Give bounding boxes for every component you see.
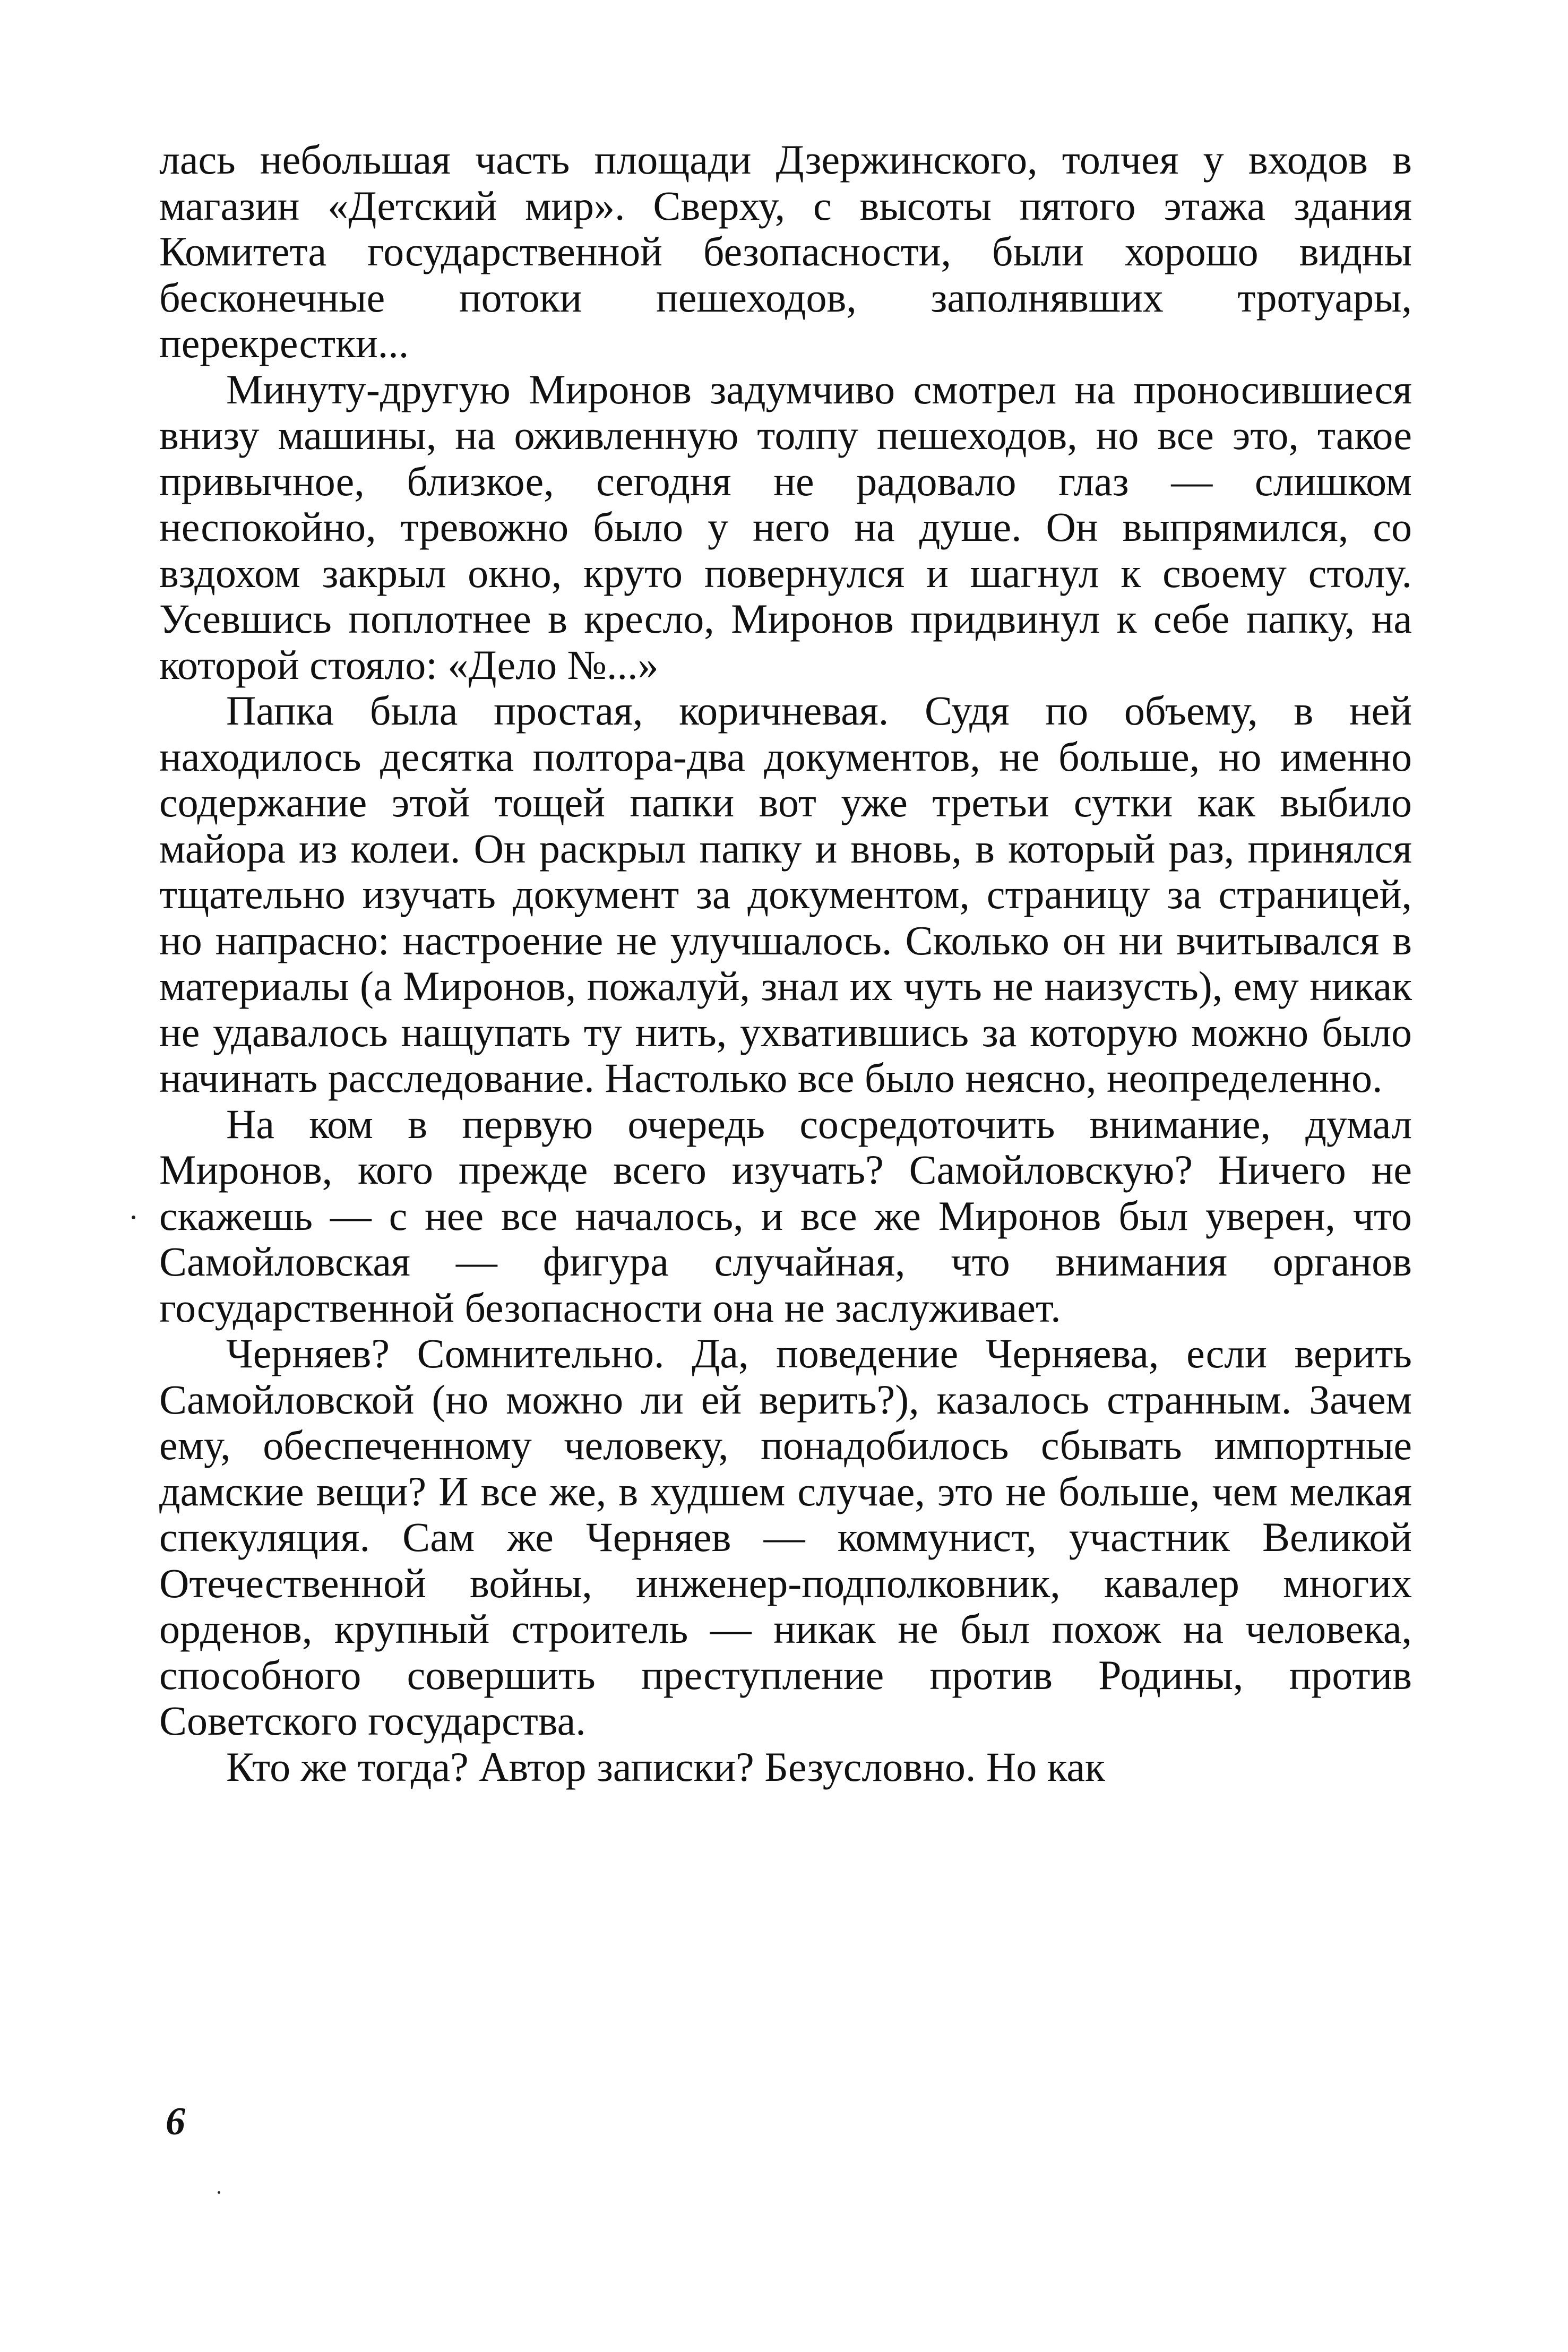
- paragraph: Кто же тогда? Автор записки? Безусловно. Но как: [226, 1743, 1105, 1790]
- paragraph: Папка была простая, коричневая. Судя по объему, в ней находилось десятка полтора-два документов, не больше, но именно содержание этой тощей папки вот уже третьи сутки как выбило майора из колеи. Он раскрыл папку и вновь, в который раз, принялся тщательно изучать документ за документом, страницу за страницей, но напрасно: настроение не улучшалось. Сколько он ни вчитывался в материалы (а Миронов, пожалуй, знал их чуть не наизусть), ему никак не удавалось нащупать ту нить, ухватившись за которую можно было начинать расследование. Настолько все было неясно, неопределенно.: [159, 687, 1412, 1101]
- page-number: 6: [166, 2100, 185, 2143]
- scan-speck: [132, 1216, 135, 1219]
- paragraph: лась небольшая часть площади Дзержинского, толчея у входов в магазин «Детский мир». Сверху, с высоты пятого этажа здания Комитета государственной безопасности, были хорошо видны бесконечные потоки пешеходов, заполнявших тротуары, перекрестки...: [159, 136, 1412, 366]
- paragraph: Черняев? Сомнительно. Да, поведение Черняева, если верить Самойловской (но можно ли ей верить?), казалось странным. Зачем ему, обеспеченному человеку, понадобилось сбывать импортные дамские вещи? И все же, в худшем случае, это не больше, чем мелкая спекуляция. Сам же Черняев — коммунист, участник Великой Отечественной войны, инженер-подполковник, кавалер многих орденов, крупный строитель — никак не был похож на человека, способного совершить преступление против Родины, против Советского государства.: [159, 1330, 1412, 1744]
- paragraph: На ком в первую очередь сосредоточить внимание, думал Миронов, кого прежде всего изучать? Самойловскую? Ничего не скажешь — с нее все началось, и все же Миронов был уверен, что Самойловская — фигура случайная, что внимания органов государственной безопасности она не заслуживает.: [159, 1100, 1412, 1331]
- body-text: [159, 137, 1412, 1790]
- paragraph: Минуту-другую Миронов задумчиво смотрел на проносившиеся внизу машины, на оживленную толпу пешеходов, но все это, такое привычное, близкое, сегодня не радовало глаз — слишком неспокойно, тревожно было у него на душе. Он выпрямился, со вздохом закрыл окно, круто повернулся и шагнул к своему столу. Усевшись поплотнее в кресло, Миронов придвинул к себе папку, на которой стояло: «Дело №...»: [159, 366, 1412, 688]
- scan-speck: [218, 2191, 220, 2194]
